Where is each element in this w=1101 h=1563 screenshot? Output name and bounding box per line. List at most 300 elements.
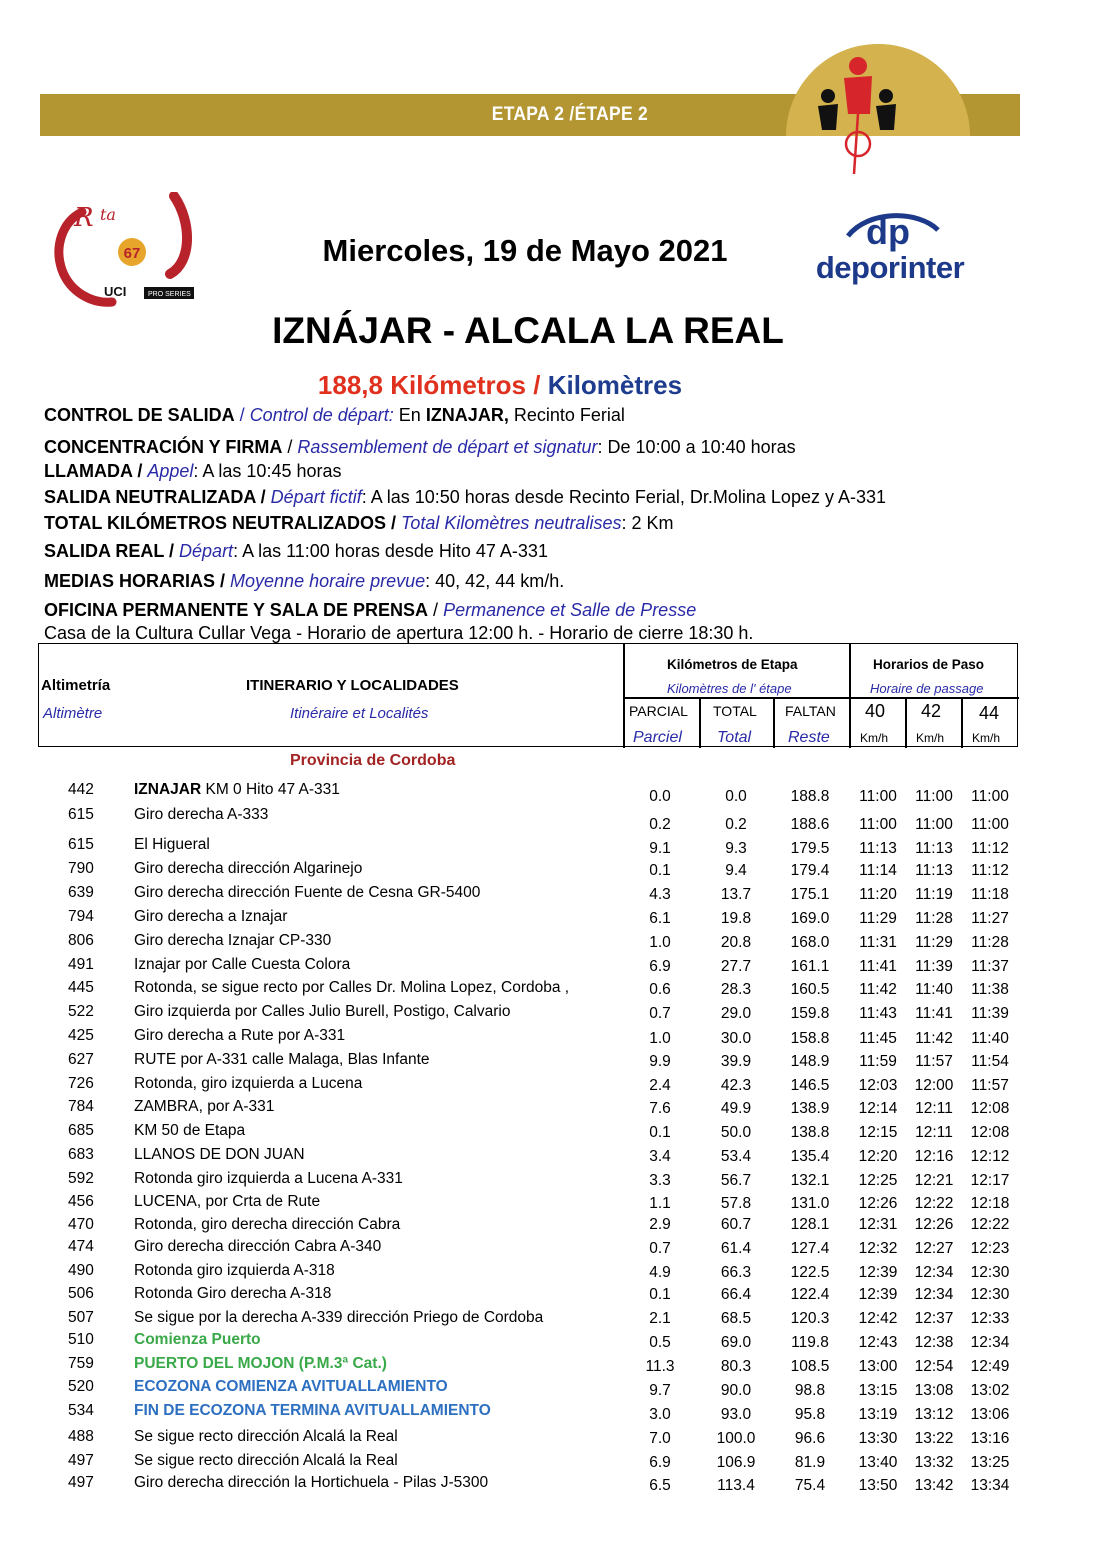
time-40-cell: 12:25 bbox=[858, 1172, 898, 1189]
faltan-cell: 75.4 bbox=[794, 1477, 826, 1494]
time-44-cell: 12:17 bbox=[970, 1172, 1010, 1189]
total-cell: 61.4 bbox=[720, 1240, 752, 1257]
faltan-cell: 179.5 bbox=[790, 840, 830, 857]
th-unit-42: Km/h bbox=[916, 731, 945, 745]
time-42-cell: 13:22 bbox=[914, 1430, 954, 1447]
location-cell bbox=[134, 956, 350, 974]
time-42-cell: 11:40 bbox=[915, 981, 953, 998]
th-horaire: Horaire de passage bbox=[870, 681, 984, 696]
time-44-cell: 12:23 bbox=[970, 1240, 1010, 1257]
altitude-cell: 507 bbox=[68, 1309, 94, 1326]
info-km-neutralizados: TOTAL KILÓMETROS NEUTRALIZADOS / Total Kilomètres neutralises: 2 Km bbox=[44, 513, 674, 533]
time-40-cell: 11:42 bbox=[859, 981, 897, 998]
altitude-cell: 522 bbox=[68, 1003, 94, 1020]
uci-label: UCI bbox=[104, 284, 127, 299]
time-40-cell: 11:59 bbox=[859, 1053, 897, 1070]
time-40-cell: 13:50 bbox=[858, 1477, 898, 1494]
time-42-cell: 12:38 bbox=[914, 1334, 954, 1351]
th-unit-44: Km/h bbox=[972, 731, 1001, 745]
faltan-cell: 175.1 bbox=[790, 886, 830, 903]
time-44-cell: 12:08 bbox=[970, 1124, 1010, 1141]
time-44-cell: 12:30 bbox=[970, 1264, 1010, 1281]
parcial-cell: 0.6 bbox=[649, 981, 671, 998]
total-cell: 56.7 bbox=[720, 1172, 752, 1189]
faltan-cell: 135.4 bbox=[790, 1148, 830, 1165]
parcial-cell: 2.1 bbox=[649, 1310, 671, 1327]
location-text: LUCENA, por Crta de Rute bbox=[134, 1193, 321, 1210]
total-cell: 93.0 bbox=[720, 1406, 752, 1423]
parcial-cell: 2.4 bbox=[649, 1077, 671, 1094]
parcial-cell: 0.1 bbox=[649, 862, 671, 879]
th-km-etape: Kilomètres de l' étape bbox=[667, 681, 792, 696]
parcial-cell: 0.7 bbox=[649, 1240, 671, 1257]
total-cell: 39.9 bbox=[720, 1053, 752, 1070]
time-44-cell: 11:12 bbox=[971, 840, 1009, 857]
location-cell bbox=[134, 1051, 430, 1069]
th-km-etapa: Kilómetros de Etapa bbox=[667, 657, 798, 672]
time-42-cell: 11:39 bbox=[915, 958, 953, 975]
th-reste: Reste bbox=[788, 729, 830, 746]
location-text: Iznajar por Calle Cuesta Colora bbox=[134, 956, 351, 973]
faltan-cell: 120.3 bbox=[790, 1310, 830, 1327]
time-40-cell: 13:30 bbox=[858, 1430, 898, 1447]
altitude-cell: 442 bbox=[68, 781, 94, 798]
time-40-cell: 11:20 bbox=[859, 886, 897, 903]
total-cell: 100.0 bbox=[716, 1430, 756, 1447]
altitude-cell: 726 bbox=[68, 1075, 94, 1092]
parcial-cell: 6.5 bbox=[649, 1477, 671, 1494]
faltan-cell: 98.8 bbox=[794, 1382, 826, 1399]
location-text: PUERTO DEL MOJON (P.M.3ª Cat.) bbox=[134, 1355, 387, 1372]
faltan-cell: 148.9 bbox=[790, 1053, 830, 1070]
th-unit-40: Km/h bbox=[860, 731, 889, 745]
time-40-cell: 12:31 bbox=[858, 1216, 898, 1233]
total-cell: 106.9 bbox=[716, 1454, 756, 1471]
svg-text:R: R bbox=[74, 203, 94, 233]
th-altimetria: Altimetría bbox=[41, 677, 111, 694]
info-concentracion: CONCENTRACIÓN Y FIRMA / Rassemblement de départ et signatur: De 10:00 a 10:40 horas bbox=[44, 437, 796, 457]
location-cell bbox=[134, 1075, 362, 1093]
faltan-cell: 122.4 bbox=[790, 1286, 830, 1303]
time-40-cell: 12:43 bbox=[858, 1334, 898, 1351]
parcial-cell: 0.1 bbox=[649, 1286, 671, 1303]
location-text: Se sigue por la derecha A-339 dirección Priego de Cordoba bbox=[134, 1309, 544, 1326]
time-40-cell: 11:31 bbox=[859, 934, 897, 951]
time-40-cell: 11:45 bbox=[859, 1030, 897, 1047]
altitude-cell: 488 bbox=[68, 1428, 94, 1445]
time-40-cell: 11:00 bbox=[859, 788, 897, 805]
altitude-cell: 759 bbox=[68, 1355, 94, 1372]
time-40-cell: 11:29 bbox=[859, 910, 897, 927]
location-cell bbox=[134, 1098, 274, 1116]
time-42-cell: 12:16 bbox=[914, 1148, 954, 1165]
altitude-cell: 639 bbox=[68, 884, 94, 901]
parcial-cell: 1.0 bbox=[649, 1030, 671, 1047]
location-text: Giro derecha a Rute por A-331 bbox=[134, 1027, 346, 1044]
time-40-cell: 13:15 bbox=[858, 1382, 898, 1399]
total-cell: 60.7 bbox=[720, 1216, 752, 1233]
total-cell: 28.3 bbox=[720, 981, 752, 998]
time-42-cell: 13:12 bbox=[914, 1406, 954, 1423]
location-cell bbox=[134, 1355, 387, 1373]
th-faltan: FALTAN bbox=[785, 703, 836, 719]
parcial-cell: 3.0 bbox=[649, 1406, 671, 1423]
location-text: Giro derecha dirección la Hortichuela - Pilas J-5300 bbox=[134, 1474, 489, 1491]
location-cell bbox=[134, 1262, 335, 1280]
svg-text:ta: ta bbox=[100, 205, 116, 224]
altitude-cell: 445 bbox=[68, 979, 94, 996]
parcial-cell: 0.7 bbox=[649, 1005, 671, 1022]
total-cell: 49.9 bbox=[720, 1100, 752, 1117]
altitude-cell: 790 bbox=[68, 860, 94, 877]
time-44-cell: 11:28 bbox=[971, 934, 1009, 951]
location-text: Rotonda Giro derecha A-318 bbox=[134, 1285, 332, 1302]
parcial-cell: 0.0 bbox=[649, 788, 671, 805]
total-cell: 0.0 bbox=[725, 788, 747, 805]
faltan-cell: 138.9 bbox=[790, 1100, 830, 1117]
time-44-cell: 11:00 bbox=[971, 788, 1009, 805]
location-cell bbox=[134, 1170, 403, 1188]
total-cell: 90.0 bbox=[720, 1382, 752, 1399]
time-40-cell: 13:00 bbox=[858, 1358, 898, 1375]
time-44-cell: 11:57 bbox=[971, 1077, 1009, 1094]
th-speed-42: 42 bbox=[921, 701, 942, 721]
time-42-cell: 13:42 bbox=[914, 1477, 954, 1494]
time-44-cell: 13:02 bbox=[970, 1382, 1010, 1399]
time-42-cell: 12:54 bbox=[914, 1358, 954, 1375]
location-text: Giro derecha a Iznajar bbox=[134, 908, 288, 925]
altitude-cell: 794 bbox=[68, 908, 94, 925]
time-40-cell: 13:19 bbox=[858, 1406, 898, 1423]
time-42-cell: 11:29 bbox=[915, 934, 953, 951]
total-cell: 29.0 bbox=[720, 1005, 752, 1022]
location-text: LLANOS DE DON JUAN bbox=[134, 1146, 305, 1163]
stage-distance bbox=[0, 370, 1000, 401]
location-text: Giro derecha Iznajar CP-330 bbox=[134, 932, 332, 949]
faltan-cell: 122.5 bbox=[790, 1264, 830, 1281]
location-cell bbox=[134, 860, 362, 878]
time-42-cell: 12:11 bbox=[915, 1100, 953, 1117]
distance-french: Kilomètres bbox=[547, 370, 683, 400]
info-llamada: LLAMADA / Appel: A las 10:45 horas bbox=[44, 461, 342, 481]
faltan-cell: 188.6 bbox=[790, 816, 830, 833]
location-text: Giro derecha A-333 bbox=[134, 806, 269, 823]
parcial-cell: 0.5 bbox=[649, 1334, 671, 1351]
parcial-cell: 4.3 bbox=[649, 886, 671, 903]
faltan-cell: 119.8 bbox=[791, 1334, 829, 1351]
location-text: Se sigue recto dirección Alcalá la Real bbox=[134, 1428, 398, 1445]
location-cell bbox=[134, 806, 268, 824]
time-44-cell: 13:16 bbox=[970, 1430, 1010, 1447]
time-40-cell: 11:43 bbox=[859, 1005, 897, 1022]
time-44-cell: 11:12 bbox=[971, 862, 1009, 879]
time-40-cell: 12:42 bbox=[858, 1310, 898, 1327]
total-cell: 30.0 bbox=[720, 1030, 752, 1047]
total-cell: 69.0 bbox=[720, 1334, 752, 1351]
faltan-cell: 127.4 bbox=[790, 1240, 830, 1257]
time-42-cell: 11:28 bbox=[915, 910, 953, 927]
total-cell: 53.4 bbox=[720, 1148, 752, 1165]
location-text: Rotonda giro izquierda a Lucena A-331 bbox=[134, 1170, 403, 1187]
deporinter-name: deporinter bbox=[815, 250, 965, 285]
time-44-cell: 11:39 bbox=[971, 1005, 1009, 1022]
total-cell: 66.4 bbox=[720, 1286, 752, 1303]
time-40-cell: 11:13 bbox=[859, 840, 897, 857]
parcial-cell: 0.1 bbox=[649, 1124, 671, 1141]
time-42-cell: 11:41 bbox=[915, 1005, 953, 1022]
time-42-cell: 12:34 bbox=[914, 1264, 954, 1281]
location-cell bbox=[134, 1238, 381, 1256]
faltan-cell: 96.6 bbox=[794, 1430, 826, 1447]
th-horarios: Horarios de Paso bbox=[873, 657, 985, 672]
faltan-cell: 146.5 bbox=[790, 1077, 830, 1094]
time-42-cell: 11:00 bbox=[915, 816, 953, 833]
location-cell bbox=[134, 1146, 305, 1164]
time-44-cell: 11:00 bbox=[971, 816, 1009, 833]
location-cell bbox=[134, 781, 340, 799]
total-cell: 68.5 bbox=[720, 1310, 752, 1327]
location-text: Rotonda giro izquierda A-318 bbox=[134, 1262, 335, 1279]
altitude-cell: 806 bbox=[68, 932, 94, 949]
time-44-cell: 13:34 bbox=[970, 1477, 1010, 1494]
total-cell: 20.8 bbox=[720, 934, 752, 951]
time-40-cell: 12:32 bbox=[858, 1240, 898, 1257]
location-cell bbox=[134, 1027, 345, 1045]
total-cell: 9.3 bbox=[725, 840, 747, 857]
altitude-cell: 497 bbox=[68, 1452, 94, 1469]
time-44-cell: 12:49 bbox=[970, 1358, 1010, 1375]
time-44-cell: 11:54 bbox=[971, 1053, 1009, 1070]
time-44-cell: 12:12 bbox=[970, 1148, 1010, 1165]
time-40-cell: 12:39 bbox=[858, 1264, 898, 1281]
altitude-cell: 627 bbox=[68, 1051, 94, 1068]
parcial-cell: 3.3 bbox=[649, 1172, 671, 1189]
time-40-cell: 11:00 bbox=[859, 816, 897, 833]
th-total-fr: Total bbox=[717, 729, 752, 746]
time-40-cell: 13:40 bbox=[858, 1454, 898, 1471]
total-cell: 57.8 bbox=[720, 1195, 752, 1212]
vuelta-logo bbox=[52, 192, 202, 310]
info-oficina: OFICINA PERMANENTE Y SALA DE PRENSA / Permanence et Salle de Presse bbox=[44, 600, 697, 620]
time-42-cell: 11:57 bbox=[915, 1053, 953, 1070]
time-40-cell: 12:26 bbox=[858, 1195, 898, 1212]
total-cell: 9.4 bbox=[725, 862, 747, 879]
faltan-cell: 131.0 bbox=[790, 1195, 830, 1212]
parcial-cell: 7.6 bbox=[649, 1100, 671, 1117]
location-cell bbox=[134, 884, 480, 902]
location-text: KM 50 de Etapa bbox=[134, 1122, 246, 1139]
time-44-cell: 12:34 bbox=[970, 1334, 1010, 1351]
parcial-cell: 9.1 bbox=[649, 840, 671, 857]
time-44-cell: 12:08 bbox=[970, 1100, 1010, 1117]
faltan-cell: 108.5 bbox=[790, 1358, 830, 1375]
total-cell: 0.2 bbox=[725, 816, 747, 833]
route-title: IZNÁJAR - ALCALA LA REAL bbox=[272, 310, 784, 351]
th-itineraire: Itinéraire et Localités bbox=[290, 705, 429, 722]
location-cell bbox=[134, 1193, 320, 1211]
time-44-cell: 11:40 bbox=[971, 1030, 1009, 1047]
info-salida-real: SALIDA REAL / Départ: A las 11:00 horas desde Hito 47 A-331 bbox=[44, 541, 548, 561]
parcial-cell: 9.7 bbox=[649, 1382, 671, 1399]
faltan-cell: 168.0 bbox=[790, 934, 830, 951]
info-medias-horarias: MEDIAS HORARIAS / Moyenne horaire prevue: 40, 42, 44 km/h. bbox=[44, 571, 565, 591]
time-42-cell: 11:13 bbox=[915, 840, 953, 857]
location-text: Rotonda, se sigue recto por Calles Dr. Molina Lopez, Cordoba , bbox=[134, 979, 570, 996]
parcial-cell: 9.9 bbox=[649, 1053, 671, 1070]
parcial-cell: 7.0 bbox=[649, 1430, 671, 1447]
time-42-cell: 13:08 bbox=[914, 1382, 954, 1399]
time-44-cell: 13:25 bbox=[970, 1454, 1010, 1471]
dp-mark: dp bbox=[866, 211, 910, 252]
time-40-cell: 12:20 bbox=[858, 1148, 898, 1165]
time-40-cell: 12:03 bbox=[858, 1077, 898, 1094]
total-cell: 80.3 bbox=[720, 1358, 752, 1375]
location-cell bbox=[134, 932, 331, 950]
faltan-cell: 158.8 bbox=[790, 1030, 830, 1047]
location-cell bbox=[134, 979, 569, 997]
faltan-cell: 160.5 bbox=[790, 981, 830, 998]
parcial-cell: 6.1 bbox=[649, 910, 671, 927]
time-42-cell: 11:42 bbox=[915, 1030, 953, 1047]
parcial-cell: 2.9 bbox=[649, 1216, 671, 1233]
time-42-cell: 12:00 bbox=[914, 1077, 954, 1094]
location-cell bbox=[134, 1003, 510, 1021]
time-44-cell: 11:18 bbox=[971, 886, 1009, 903]
location-text: Giro izquierda por Calles Julio Burell, Postigo, Calvario bbox=[134, 1003, 511, 1020]
time-42-cell: 11:00 bbox=[915, 788, 953, 805]
time-40-cell: 12:14 bbox=[858, 1100, 898, 1117]
total-cell: 66.3 bbox=[720, 1264, 752, 1281]
altitude-cell: 534 bbox=[68, 1402, 94, 1419]
altitude-cell: 685 bbox=[68, 1122, 94, 1139]
time-42-cell: 11:13 bbox=[915, 862, 953, 879]
location-text: Giro derecha dirección Cabra A-340 bbox=[134, 1238, 382, 1255]
location-text: Rotonda, giro derecha dirección Cabra bbox=[134, 1216, 401, 1233]
parcial-cell: 0.2 bbox=[649, 816, 671, 833]
location-text: KM 0 Hito 47 A-331 bbox=[201, 781, 340, 798]
faltan-cell: 81.9 bbox=[794, 1454, 826, 1471]
parcial-cell: 1.0 bbox=[649, 934, 671, 951]
time-42-cell: 12:26 bbox=[914, 1216, 954, 1233]
time-44-cell: 11:27 bbox=[971, 910, 1009, 927]
location-cell bbox=[134, 1122, 245, 1140]
parcial-cell: 6.9 bbox=[649, 958, 671, 975]
location-text: El Higueral bbox=[134, 836, 210, 853]
location-cell bbox=[134, 1285, 331, 1303]
time-44-cell: 12:18 bbox=[970, 1195, 1010, 1212]
location-cell bbox=[134, 908, 287, 926]
parcial-cell: 1.1 bbox=[649, 1195, 671, 1212]
location-text: Se sigue recto dirección Alcalá la Real bbox=[134, 1452, 398, 1469]
time-40-cell: 12:15 bbox=[858, 1124, 898, 1141]
altitude-cell: 683 bbox=[68, 1146, 94, 1163]
altitude-cell: 615 bbox=[68, 836, 94, 853]
time-40-cell: 12:39 bbox=[858, 1286, 898, 1303]
info-salida-neutralizada: SALIDA NEUTRALIZADA / Départ fictif: A las 10:50 horas desde Recinto Ferial, Dr.Molina Lopez y A-331 bbox=[44, 487, 887, 507]
total-cell: 113.4 bbox=[717, 1477, 755, 1494]
time-44-cell: 12:30 bbox=[970, 1286, 1010, 1303]
th-speed-44: 44 bbox=[979, 703, 1000, 723]
total-cell: 13.7 bbox=[720, 886, 752, 903]
proseries-label: PRO SERIES bbox=[148, 291, 191, 298]
location-text: RUTE por A-331 calle Malaga, Blas Infante bbox=[134, 1051, 430, 1068]
altitude-cell: 425 bbox=[68, 1027, 94, 1044]
th-parcial: PARCIAL bbox=[629, 703, 688, 719]
faltan-cell: 159.8 bbox=[790, 1005, 830, 1022]
parcial-cell: 3.4 bbox=[649, 1148, 671, 1165]
altitude-cell: 497 bbox=[68, 1474, 94, 1491]
time-44-cell: 12:33 bbox=[970, 1310, 1010, 1327]
altitude-cell: 474 bbox=[68, 1238, 94, 1255]
location-text: Giro derecha dirección Algarinejo bbox=[134, 860, 363, 877]
time-42-cell: 13:32 bbox=[914, 1454, 954, 1471]
faltan-cell: 95.8 bbox=[794, 1406, 826, 1423]
location-cell bbox=[134, 836, 210, 854]
time-42-cell: 12:37 bbox=[914, 1310, 954, 1327]
vuelta-edition: 67 bbox=[123, 245, 141, 262]
altitude-cell: 520 bbox=[68, 1378, 94, 1395]
time-42-cell: 12:22 bbox=[914, 1195, 954, 1212]
th-parciel: Parciel bbox=[633, 729, 682, 746]
time-44-cell: 12:22 bbox=[970, 1216, 1010, 1233]
location-cell bbox=[134, 1216, 400, 1234]
parcial-cell: 4.9 bbox=[649, 1264, 671, 1281]
parcial-cell: 6.9 bbox=[649, 1454, 671, 1471]
info-control-salida: CONTROL DE SALIDA / Control de départ: En IZNAJAR, Recinto Ferial bbox=[44, 405, 625, 425]
total-cell: 27.7 bbox=[720, 958, 752, 975]
location-town: IZNAJAR bbox=[134, 781, 202, 798]
faltan-cell: 132.1 bbox=[790, 1172, 830, 1189]
altitude-cell: 615 bbox=[68, 806, 94, 823]
total-cell: 19.8 bbox=[720, 910, 752, 927]
location-cell bbox=[134, 1474, 488, 1492]
faltan-cell: 138.8 bbox=[790, 1124, 830, 1141]
faltan-cell: 169.0 bbox=[790, 910, 830, 927]
time-44-cell: 13:06 bbox=[970, 1406, 1010, 1423]
altitude-cell: 784 bbox=[68, 1098, 94, 1115]
time-42-cell: 12:27 bbox=[914, 1240, 954, 1257]
time-40-cell: 11:14 bbox=[859, 862, 897, 879]
location-cell bbox=[134, 1331, 261, 1349]
faltan-cell: 161.1 bbox=[790, 958, 830, 975]
time-40-cell: 11:41 bbox=[859, 958, 897, 975]
altitude-cell: 491 bbox=[68, 956, 94, 973]
time-42-cell: 12:21 bbox=[914, 1172, 954, 1189]
location-text: ECOZONA COMIENZA AVITUALLAMIENTO bbox=[134, 1378, 448, 1395]
altitude-cell: 506 bbox=[68, 1285, 94, 1302]
location-cell bbox=[134, 1378, 448, 1396]
parcial-cell: 11.3 bbox=[645, 1358, 675, 1375]
location-text: Giro derecha dirección Fuente de Cesna GR-5400 bbox=[134, 884, 481, 901]
province-label: Provincia de Cordoba bbox=[290, 752, 456, 769]
distance-spanish: 188,8 Kilómetros / bbox=[317, 370, 541, 400]
location-text: FIN DE ECOZONA TERMINA AVITUALLAMIENTO bbox=[134, 1402, 491, 1419]
total-cell: 50.0 bbox=[720, 1124, 752, 1141]
th-total: TOTAL bbox=[713, 703, 757, 719]
location-cell bbox=[134, 1428, 398, 1446]
th-altimetre: Altimètre bbox=[43, 705, 103, 722]
altitude-cell: 592 bbox=[68, 1170, 94, 1187]
location-cell bbox=[134, 1402, 491, 1420]
stage-date: Miercoles, 19 de Mayo 2021 bbox=[322, 233, 728, 268]
altitude-cell: 456 bbox=[68, 1193, 94, 1210]
location-cell bbox=[134, 1309, 543, 1327]
altitude-cell: 510 bbox=[68, 1331, 94, 1348]
faltan-cell: 128.1 bbox=[790, 1216, 830, 1233]
time-42-cell: 11:19 bbox=[915, 886, 953, 903]
location-text: Comienza Puerto bbox=[134, 1331, 261, 1348]
time-42-cell: 12:34 bbox=[914, 1286, 954, 1303]
